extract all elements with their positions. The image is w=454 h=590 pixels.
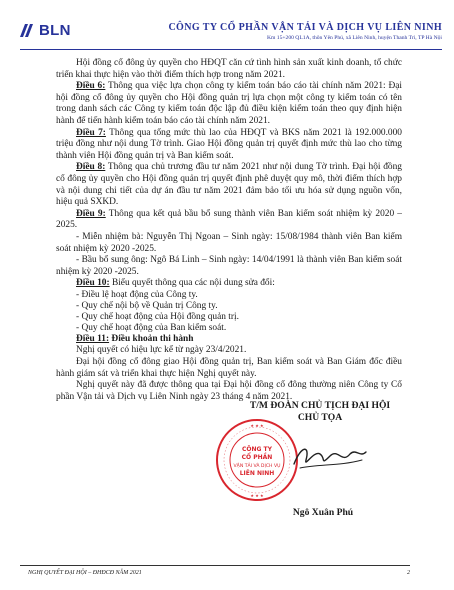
page-footer: [20, 565, 410, 580]
paragraph: Nghị quyết có hiệu lực kể từ ngày 23/4/2021.: [76, 345, 247, 356]
article-text: Biểu quyết thông qua các nội dung sửa đổi:: [109, 278, 275, 289]
article-text: Thông qua kết quả bầu bổ sung thành viên Ban kiểm soát nhiệm kỳ 2020 – 2025.: [56, 208, 402, 231]
company-seal-icon: [214, 417, 300, 503]
header-divider: [20, 49, 442, 50]
paragraph: Nghị quyết này đã được thông qua tại Đại hội đồng cổ đông thường niên Công ty Cổ phần Vận tải và Dịch vụ Liên Ninh ngày 23 tháng 4 năm 2021.: [56, 380, 402, 402]
paragraph: Đại hội đồng cổ đông giao Hội đồng quản trị, Ban kiểm soát và Ban Giám đốc điều hành giám sát và triển khai thực hiện Nghị quyết này.: [56, 357, 402, 379]
article-text: Thông qua việc lựa chọn công ty kiểm toán báo cáo tài chính năm 2021: Đại hội đồng cổ đông ủy quyền cho Hội đồng quản trị lựa chọn một công ty kiểm toán có tên trong danh sách các Công ty kiểm toán độc lập đủ điều kiện kiểm toán theo quy định hiện hành để tiến hành kiểm toán báo cáo tài chính năm 2021.: [56, 81, 402, 126]
article-label: Điều 8:: [76, 162, 106, 173]
signature-title: T/M ĐOÀN CHỦ TỊCH ĐẠI HỘI: [249, 400, 391, 411]
article-text: Thông qua tổng mức thù lao của HĐQT và BKS năm 2021 là 192.000.000 triệu đồng như nội dung Tờ trình. Giao Hội đồng quản trị quyết định mức thù lao cho từng thành viên Hội đồng quản trị và Ban kiểm soát.: [56, 127, 402, 161]
page-header: [0, 0, 454, 52]
article-text: Điều khoản thi hành: [109, 333, 194, 344]
list-item: - Điều lệ hoạt động của Công ty.: [76, 289, 198, 300]
svg-text:CÔNG TY: CÔNG TY: [242, 446, 272, 453]
list-item: - Bầu bổ sung ông: Ngô Bá Linh – Sinh ngày: 14/04/1991 là thành viên Ban kiểm soát nhiệm kỳ 2020 -2025.: [56, 255, 402, 277]
article-label: Điều 7:: [76, 127, 106, 138]
handwritten-signature-icon: [290, 440, 370, 474]
company-address: Km 15+200 QL1A, thôn Yên Phú, xã Liên Ninh, huyện Thanh Trì, TP Hà Nội: [266, 35, 442, 41]
article-10: [56, 278, 402, 290]
signature-role: CHỦ TỌA: [297, 412, 343, 423]
article-8: [56, 162, 402, 208]
article-label: Điều 6:: [76, 81, 106, 92]
page-number: 2: [407, 570, 410, 576]
logo-text: BLN: [39, 22, 71, 39]
bln-logo-icon: [20, 24, 36, 37]
resolution-body: [56, 58, 402, 403]
list-item: - Quy chế hoạt động của Hội đồng quản trị.: [76, 311, 239, 322]
list-item: - Quy chế hoạt động của Ban kiểm soát.: [76, 322, 227, 333]
article-9: [56, 209, 402, 232]
svg-text:CỔ PHẦN: CỔ PHẦN: [241, 454, 273, 461]
article-label: Điều 10:: [76, 278, 110, 289]
svg-text:LIÊN NINH: LIÊN NINH: [239, 470, 275, 477]
company-info: [168, 22, 442, 41]
article-text: Thông qua chủ trương đầu tư năm 2021 như nội dung Tờ trình. Đại hội đồng cổ đông ủy quyền cho Hội đồng quản trị quyết định phê duyệt quy mô, thời điểm thích hợp và nội dung chi tiết của dự án đầu tư năm 2021 đảm bảo tối ưu hóa sử dụng nguồn vốn, hiệu quả SXKD.: [56, 162, 402, 208]
paragraph: Hội đồng cổ đông ủy quyền cho HĐQT căn cứ tình hình sản xuất kinh doanh, tổ chức triển khai thực hiện vào thời điểm thích hợp trong năm 2021.: [56, 58, 402, 80]
list-item: - Miễn nhiệm bà: Nguyễn Thị Ngoan – Sinh ngày: 15/08/1984 thành viên Ban kiểm soát nhiệm kỳ 2020 -2025.: [56, 231, 402, 254]
article-11: [56, 334, 402, 346]
footer-title: NGHỊ QUYẾT ĐẠI HỘI – ĐHĐCĐ NĂM 2021: [28, 570, 142, 576]
svg-text:★ ★ ★: ★ ★ ★: [250, 423, 264, 428]
article-7: [56, 128, 402, 163]
list-item: - Quy chế nội bộ về Quản trị Công ty.: [76, 300, 218, 311]
company-name: CÔNG TY CỔ PHẦN VẬN TẢI VÀ DỊCH VỤ LIÊN NINH: [168, 22, 442, 33]
svg-text:VẬN TẢI VÀ DỊCH VỤ: VẬN TẢI VÀ DỊCH VỤ: [233, 464, 281, 469]
svg-text:★ ★ ★: ★ ★ ★: [250, 493, 264, 498]
company-logo: [20, 22, 71, 39]
signer-name: Ngô Xuân Phú: [292, 507, 354, 518]
article-label: Điều 9:: [76, 208, 106, 219]
article-label: Điều 11:: [76, 333, 110, 344]
article-6: [56, 81, 402, 127]
